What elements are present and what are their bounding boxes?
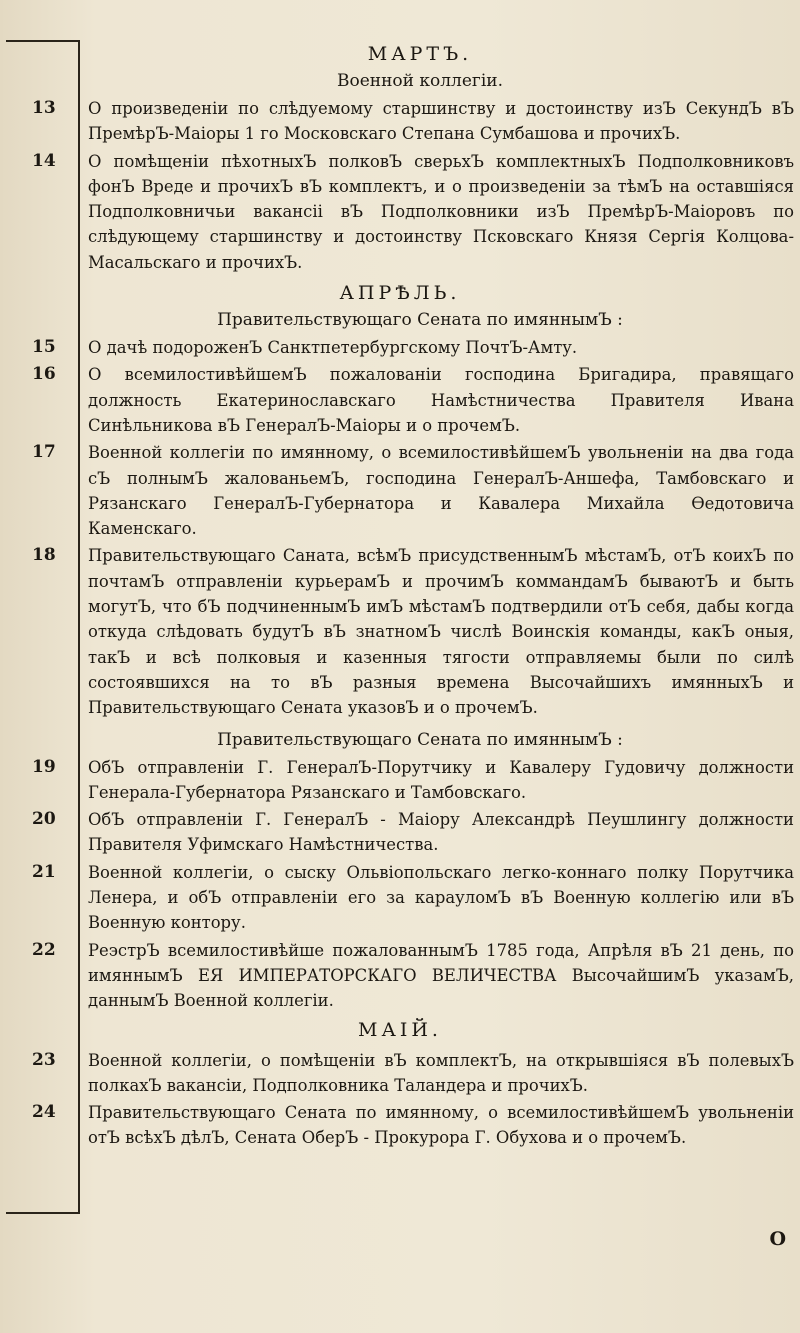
page-text <box>0 40 800 1153</box>
month-heading: МАРТЪ. <box>367 43 473 65</box>
entry-number: 21 <box>32 861 56 882</box>
entry <box>0 860 800 936</box>
entry <box>0 807 800 858</box>
entry <box>0 335 800 360</box>
entry-number: 24 <box>32 1102 56 1123</box>
entry <box>0 938 800 1014</box>
entry-number: 19 <box>32 756 56 777</box>
entry-text: РеэстрЪ всемилостивѣйше пожалованнымЪ 1785 года, Апрѣля вЪ 21 день, по имяннымЪ ЕЯ ИМПЕРАТОРСКАГО ВЕЛИЧЕСТВА ВысочайшимЪ указамЪ, даннымЪ Военной коллегiи. <box>88 940 794 1011</box>
entry <box>0 1100 800 1151</box>
entry-text: Военной коллегiи, о помѣщенiи вЪ комплектЪ, на открывшiяся вЪ полевыхЪ полкахЪ ваканciи, Подполковника Таландера и прочихЪ. <box>88 1050 794 1095</box>
section-subheading: Правительствующаго Сената по имяннымЪ : <box>217 729 623 750</box>
entry-number: 18 <box>32 545 56 566</box>
catchword: О <box>769 1228 786 1250</box>
entry-number: 20 <box>32 809 56 830</box>
entry-text: О дачѣ подороженЪ Санктпетербургскому ПочтЪ-Амту. <box>88 338 578 358</box>
entry-text: Военной коллегiи, о сыску Ольвiопольскаго легко-коннаго полку Порутчика Ленера, и обЪ отправленiи его за карауломЪ вЪ Военную коллегiю или вЪ Военную контору. <box>88 862 794 933</box>
entry-text: О помѣщенiи пѣхотныхЪ полковЪ сверьхЪ комплектныхЪ Подполковниковъ фонЪ Вреде и прочихЪ вЪ комплектъ, и о произведенiи за тѣмЪ на оставшiяся Подполковничьи ваканcii вЪ Подполковники изЪ ПремѣрЪ-Маiоровъ по слѣдующему старшинству и достоинству Псковскаго Князя Сергiя Колцова-Масальскаго и прочихЪ. <box>88 151 794 272</box>
entry <box>0 440 800 541</box>
section-subheading: Правительствующаго Сената по имяннымЪ : <box>217 310 623 331</box>
entry-text: ОбЪ отправленiи Г. ГенералЪ-Порутчику и Кавалеру Гудовичу должности Генерала-Губернатора Рязанскаго и Тамбовскаго. <box>88 757 794 802</box>
entry-text: ОбЪ отправленiи Г. ГенералЪ - Маiору Александрѣ Пеушлингу должности Правителя Уфимскаго Намѣстничества. <box>88 810 794 855</box>
section-subheading: Военной коллегiи. <box>336 71 503 91</box>
entry-number: 15 <box>32 337 56 358</box>
entry <box>0 362 800 438</box>
entry-number: 22 <box>32 939 56 960</box>
month-heading: МАIЙ. <box>358 1018 442 1041</box>
entry-text: О произведенiи по слѣдуемому старшинству и достоинству изЪ СекундЪ вЪ ПремѣрЪ-Маiоры 1 го Московскаго Степана Сумбашова и прочихЪ. <box>88 99 794 144</box>
entry <box>0 96 800 147</box>
entry <box>0 755 800 806</box>
entry-number: 16 <box>32 364 56 385</box>
entry-number: 14 <box>32 150 56 171</box>
entry <box>0 149 800 275</box>
entry-text: Военной коллегiи по имянному, о всемилостивѣйшемЪ увольненiи на два года сЪ полнымЪ жалованьемЪ, господина ГенералЪ-Аншефа, Тамбовскаго и Рязанскаго ГенералЪ-Губернатора и Кавалера Михайла Ѳедотовича Каменскаго. <box>88 443 794 539</box>
month-heading: АПРѢЛЬ. <box>339 282 461 305</box>
entry-number: 13 <box>32 98 56 118</box>
entry-number: 17 <box>32 442 56 463</box>
entry <box>0 543 800 720</box>
entry <box>0 1048 800 1099</box>
entry-text: О всемилостивѣйшемЪ пожалованiи господина Бригадира, правящаго должность Екатеринославскаго Намѣстничества Правителя Ивана Синѣльникова вЪ ГенералЪ-Маiоры и о прочемЪ. <box>88 365 794 435</box>
entry-number: 23 <box>32 1049 56 1070</box>
entry-text: Правительствующаго Саната, всѣмЪ присудственнымЪ мѣстамЪ, отЪ коихЪ по почтамЪ отправленiи курьерамЪ и прочимЪ коммандамЪ бываютЪ и быть могутЪ, что бЪ подчиненнымЪ имЪ мѣстамЪ подтвердили отЪ себя, дабы когда откуда слѣдовать будутЪ вЪ знатномЪ числѣ Воинскiя команды, какЪ оныя, такЪ и всѣ полковыя и казенныя тягости отправляемы были по силѣ состоявшихся на то вЪ разныя времена Высочайшихъ имянныхЪ и Правительствующаго Сената указовЪ и о прочемЪ. <box>88 546 794 718</box>
entry-text: Правительствующаго Сената по имянному, о всемилостивѣйшемЪ увольненiи отЪ всѣхЪ дѣлЪ, Сената ОберЪ - Прокурора Г. Обухова и о прочемЪ. <box>88 1103 794 1148</box>
